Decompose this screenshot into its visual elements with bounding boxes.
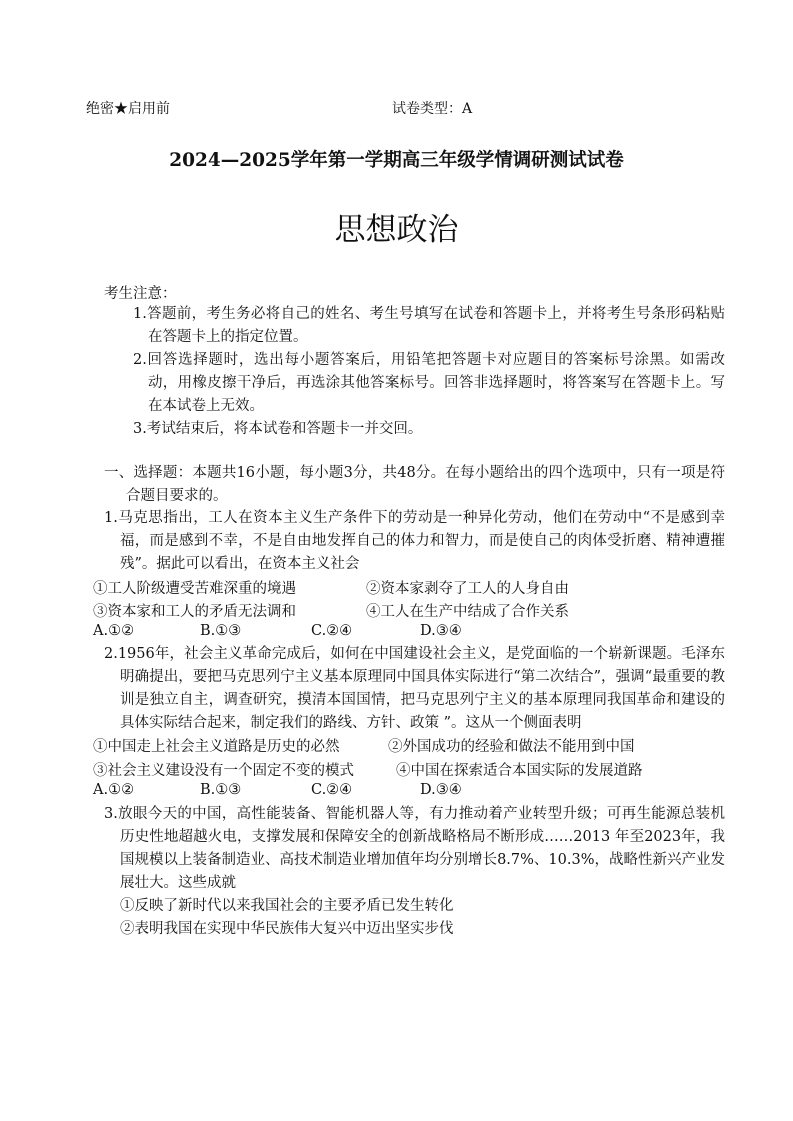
notice-item-2-text: 2.回答选择题时，选出每小题答案后，用铅笔把答题卡对应题目的答案标号涂黑。如需改动，用橡皮擦干净后，再选涂其他答案标号。回答非选择题时，将答案写在答题卡上。写在本试卷上无效。 xyxy=(133,352,725,414)
q2-choice-c: C.②④ xyxy=(311,782,353,798)
q1-choice-d: D.③④ xyxy=(420,623,462,639)
paper-type-label: 试卷类型：A xyxy=(392,101,473,117)
notice-item-1-text: 1.答题前，考生务必将自己的姓名、考生号填写在试卷和答题卡上，并将考生号条形码粘贴在答题卡上的指定位置。 xyxy=(133,306,725,345)
question-3-stem-text: 3.放眼今天的中国，高性能装备、智能机器人等，有力推动着产业转型升级；可再生能源总装机历史性地超越火电，支撑发展和保障安全的创新战略格局不断形成……2013 年至2023年，我国规模以上装备制造业、高技术制造业增加值年均分别增长8.7%、10.3%，战略性新兴产业发展壮大。这些成就 xyxy=(104,806,725,891)
q1-option-4: ④工人在生产中结成了合作关系 xyxy=(366,604,569,620)
q2-option-2: ②外国成功的经验和做法不能用到中国 xyxy=(388,739,635,755)
q1-option-2: ②资本家剥夺了工人的人身自由 xyxy=(366,581,569,597)
q1-choice-c: C.②④ xyxy=(311,623,353,639)
subject-title: 思想政治 xyxy=(334,212,459,248)
q1-option-3: ③资本家和工人的矛盾无法调和 xyxy=(93,604,296,620)
section-1-intro-text: 一、选择题：本题共16小题，每小题3分，共48分。在每小题给出的四个选项中，只有一项是符合题目要求的。 xyxy=(104,465,725,504)
notice-item-2 xyxy=(133,349,725,418)
q1-choice-b: B.①③ xyxy=(200,623,242,639)
q2-choice-d: D.③④ xyxy=(420,782,462,798)
question-2-stem xyxy=(104,643,725,735)
question-3-stem xyxy=(104,803,725,895)
q2-option-4: ④中国在探索适合本国实际的发展道路 xyxy=(396,763,643,779)
q3-option-2: ②表明我国在实现中华民族伟大复兴中迈出坚实步伐 xyxy=(120,921,454,937)
question-2-stem-text: 2.1956年，社会主义革命完成后，如何在中国建设社会主义，是党面临的一个崭新课题。毛泽东明确提出，要把马克思列宁主义基本原理同中国具体实际进行“第二次结合”，强调“最重要的教训是独立自主，调查研究，摸清本国国情，把马克思列宁主义的基本原理同我国革命和建设的具体实际结合起来，制定我们的路线、方针、政策 ”。这从一个侧面表明 xyxy=(104,646,725,731)
q1-choice-a: A.①② xyxy=(93,623,135,639)
confidential-label: 绝密★启用前 xyxy=(86,101,170,117)
q2-option-1: ①中国走上社会主义道路是历史的必然 xyxy=(93,739,340,755)
question-1-stem xyxy=(104,507,725,576)
question-1-stem-text: 1.马克思指出，工人在资本主义生产条件下的劳动是一种异化劳动，他们在劳动中“不是感到幸福，而是感到不幸，不是自由地发挥自己的体力和智力，而是使自己的肉体受折磨、精神遭摧残”。据此可以看出，在资本主义社会 xyxy=(104,510,725,572)
section-1-intro xyxy=(104,462,725,508)
exam-title: 2024—2025学年第一学期高三年级学情调研测试试卷 xyxy=(169,150,624,171)
notice-heading: 考生注意： xyxy=(104,286,177,302)
q1-option-1: ①工人阶级遭受苦难深重的境遇 xyxy=(93,581,296,597)
notice-item-1 xyxy=(133,303,725,349)
notice-item-3-text: 3.考试结束后，将本试卷和答题卡一并交回。 xyxy=(133,421,423,437)
q2-choice-a: A.①② xyxy=(93,782,135,798)
q3-option-1: ①反映了新时代以来我国社会的主要矛盾已发生转化 xyxy=(120,898,454,914)
q2-option-3: ③社会主义建设没有一个固定不变的模式 xyxy=(93,763,354,779)
notice-item-3 xyxy=(133,418,725,441)
q2-choice-b: B.①③ xyxy=(200,782,242,798)
